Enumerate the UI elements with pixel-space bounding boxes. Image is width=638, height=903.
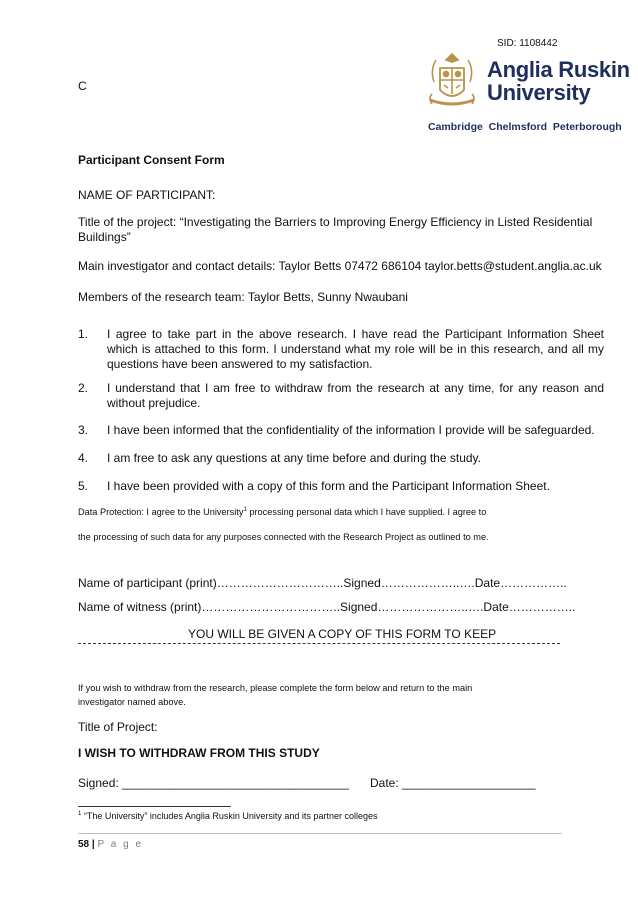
data-protection-text-b: processing personal data which I have supplied. I agree to [246,507,487,518]
item-number: 2. [78,381,89,395]
consent-item: I am free to ask any questions at any time before and during the study. [107,451,481,465]
page-title: Participant Consent Form [78,153,225,167]
project-title-line2: Buildings” [78,230,131,244]
university-name-line1: Anglia Ruskin [487,57,630,82]
footnote [78,811,377,821]
footer-divider [78,833,562,834]
item-number: 4. [78,451,89,465]
cut-line-divider [78,643,560,644]
corner-letter: C [78,79,87,93]
item-number: 1. [78,327,89,341]
page-footer [78,839,143,850]
copy-notice: YOU WILL BE GIVEN A COPY OF THIS FORM TO KEEP [188,627,497,641]
page-word: P a g e [97,839,144,850]
withdrawal-date-line: Date: ____________________ [370,776,536,790]
consent-item: I agree to take part in the above research. I have read the Participant Information Sheet which is attached to this form. I understand what my role will be in this research, and all my questions have been answered to my satisfaction. [107,327,604,371]
participant-name-label: NAME OF PARTICIPANT: [78,188,216,202]
data-protection-statement [78,503,486,519]
data-protection-text-a: Data Protection: I agree to the University [78,507,244,518]
university-name-line2: University [487,80,591,105]
witness-signature-line: Name of witness (print)……………………………..Signed…………………..….Date…………….. [78,600,576,614]
participant-signature-line: Name of participant (print)…………………………..Signed………………..….Date…………….. [78,576,567,590]
university-name [487,58,630,104]
withdrawal-signed-line: Signed: __________________________________ [78,776,349,790]
withdrawal-instructions-line2: investigator named above. [78,697,186,707]
item-number: 3. [78,423,89,437]
footnote-marker: 1 [243,507,247,513]
data-protection-line2: the processing of such data for any purposes connected with the Research Project as outlined to me. [78,532,489,542]
consent-item: I understand that I am free to withdraw from the research at any time, for any reason and without prejudice. [107,381,604,410]
campus-list: Cambridge Chelmsford Peterborough [428,121,622,133]
research-team: Members of the research team: Taylor Betts, Sunny Nwaubani [78,290,408,304]
university-crest-icon [424,50,480,112]
withdrawal-instructions [78,681,472,709]
footnote-separator [78,806,231,807]
consent-item: I have been provided with a copy of this form and the Participant Information Sheet. [107,479,550,493]
page-separator: | [91,839,95,850]
page-number: 58 [78,839,90,850]
project-title [78,215,598,245]
footnote-text: “The University” includes Anglia Ruskin University and its partner colleges [81,811,378,821]
item-number: 5. [78,479,89,493]
footnote-number: 1 [78,811,82,817]
withdrawal-heading: I WISH TO WITHDRAW FROM THIS STUDY [78,746,320,760]
withdrawal-project-title: Title of Project: [78,720,158,734]
investigator-details: Main investigator and contact details: Taylor Betts 07472 686104 taylor.betts@student.anglia.ac.uk [78,259,602,273]
withdrawal-instructions-line1: If you wish to withdraw from the research, please complete the form below and return to the main [78,683,473,693]
consent-item: I have been informed that the confidentiality of the information I provide will be safeguarded. [107,423,595,437]
project-title-line1: Title of the project: “Investigating the Barriers to Improving Energy Efficiency in Listed Residential [78,215,593,229]
student-id: SID: 1108442 [497,38,558,49]
